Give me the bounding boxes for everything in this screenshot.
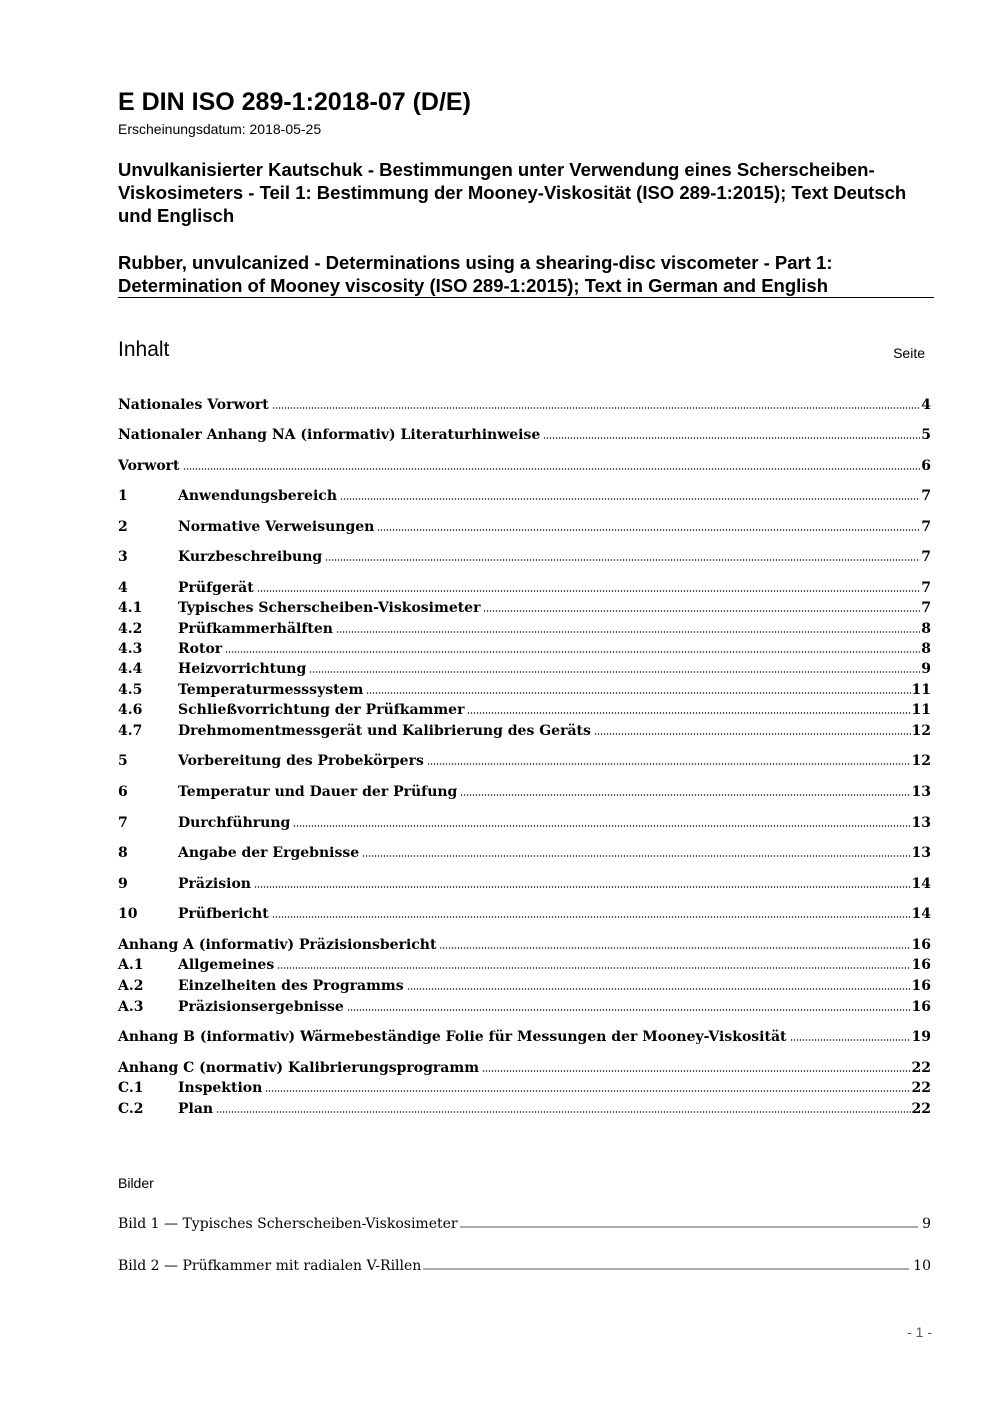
figure-entry[interactable] <box>118 1214 931 1234</box>
toc-heading: Inhalt <box>118 338 170 361</box>
toc-entry-page: 22 <box>911 1060 931 1076</box>
toc-entry-title: Drehmomentmessgerät und Kalibrierung des Geräts <box>178 723 591 739</box>
publication-date: Erscheinungsdatum: 2018-05-25 <box>118 121 322 137</box>
toc-dot-leader <box>483 609 920 613</box>
toc-entry-page: 7 <box>921 600 931 616</box>
toc-entry[interactable] <box>118 721 931 741</box>
title-german: Unvulkanisierter Kautschuk - Bestimmungen unter Verwendung eines Scherscheiben-Viskosimeters - Teil 1: Bestimmung der Mooney-Viskosität (ISO 289-1:2015); Text Deutsch und Englisch <box>118 159 907 226</box>
toc-entry-page: 12 <box>911 723 931 739</box>
toc-entry-number: 5 <box>118 753 128 769</box>
toc-entry-page: 11 <box>911 702 931 718</box>
toc-entry[interactable] <box>118 517 931 537</box>
toc-dot-leader <box>427 762 911 766</box>
toc-entry-title: Anhang C (normativ) Kalibrierungsprogramm <box>118 1060 480 1076</box>
title-divider <box>118 297 934 298</box>
figure-entry-page: 9 <box>922 1216 931 1232</box>
toc-dot-leader <box>293 824 910 828</box>
toc-dot-leader <box>336 630 920 634</box>
toc-entry[interactable] <box>118 955 931 975</box>
toc-entry-page: 16 <box>911 937 931 953</box>
toc-entry[interactable] <box>118 547 931 567</box>
toc-entry-number: 9 <box>118 876 128 892</box>
toc-entry-page: 8 <box>921 641 931 657</box>
toc-entry[interactable] <box>118 1099 931 1119</box>
toc-entry[interactable] <box>118 874 931 894</box>
toc-entry-title: Typisches Scherscheiben-Viskosimeter <box>178 600 481 616</box>
toc-entry[interactable] <box>118 997 931 1017</box>
figures-heading: Bilder <box>118 1175 154 1191</box>
toc-entry-title: Einzelheiten des Programms <box>178 978 404 994</box>
toc-entry-title: Rotor <box>178 641 223 657</box>
toc-entry[interactable] <box>118 395 931 415</box>
toc-entry-page: 22 <box>911 1080 931 1096</box>
toc-entry-number: 2 <box>118 519 128 535</box>
toc-entry-number: 6 <box>118 784 128 800</box>
toc-dot-leader <box>325 558 920 562</box>
toc-entry-number: 4.6 <box>118 702 143 718</box>
toc-entry-page: 13 <box>911 815 931 831</box>
toc-dot-leader <box>790 1038 911 1042</box>
toc-entry-number: A.2 <box>118 978 144 994</box>
toc-entry-title: Kurzbeschreibung <box>178 549 323 565</box>
toc-entry-title: Präzision <box>178 876 251 892</box>
toc-entry[interactable] <box>118 976 931 996</box>
toc-entry-page: 5 <box>921 427 931 443</box>
toc-entry-page: 14 <box>911 906 931 922</box>
toc-entry[interactable] <box>118 1058 931 1078</box>
toc-entry-number: C.2 <box>118 1101 144 1117</box>
document-id: E DIN ISO 289-1:2018-07 (D/E) <box>118 88 471 116</box>
toc-entry-page: 6 <box>921 458 931 474</box>
toc-entry-title: Durchführung <box>178 815 291 831</box>
figure-dot-leader <box>423 1267 909 1271</box>
toc-entry-number: 3 <box>118 549 128 565</box>
toc-entry-number: 4.7 <box>118 723 143 739</box>
toc-entry[interactable] <box>118 782 931 802</box>
toc-entry[interactable] <box>118 578 931 598</box>
toc-entry-title: Anhang A (informativ) Präzisionsbericht <box>118 937 437 953</box>
toc-entry-title: Anwendungsbereich <box>178 488 337 504</box>
toc-entry-title: Präzisionsergebnisse <box>178 999 344 1015</box>
figure-entry-title: Bild 1 — Typisches Scherscheiben-Viskosimeter <box>118 1216 458 1232</box>
toc-entry-title: Prüfkammerhälften <box>178 621 333 637</box>
toc-entry[interactable] <box>118 659 931 679</box>
toc-dot-leader <box>377 528 920 532</box>
toc-entry-page: 19 <box>911 1029 931 1045</box>
toc-dot-leader <box>467 711 910 715</box>
toc-entry-number: A.3 <box>118 999 144 1015</box>
toc-entry[interactable] <box>118 456 931 476</box>
toc-entry-title: Vorbereitung des Probekörpers <box>178 753 424 769</box>
toc-entry[interactable] <box>118 598 931 618</box>
toc-entry-page: 11 <box>911 682 931 698</box>
toc-entry-page: 7 <box>921 519 931 535</box>
toc-dot-leader <box>257 589 921 593</box>
figure-entry-title: Bild 2 — Prüfkammer mit radialen V-Rillen <box>118 1258 422 1274</box>
figure-entry[interactable] <box>118 1256 931 1276</box>
toc-entry[interactable] <box>118 639 931 659</box>
toc-dot-leader <box>254 885 911 889</box>
toc-entry-page: 13 <box>911 845 931 861</box>
toc-entry[interactable] <box>118 486 931 506</box>
toc-entry-page: 7 <box>921 580 931 596</box>
toc-entry-page: 12 <box>911 753 931 769</box>
toc-entry-number: 4.5 <box>118 682 143 698</box>
toc-entry-number: 8 <box>118 845 128 861</box>
toc-entry[interactable] <box>118 680 931 700</box>
toc-entry[interactable] <box>118 700 931 720</box>
toc-dot-leader <box>366 691 910 695</box>
toc-entry[interactable] <box>118 904 931 924</box>
toc-entry-number: 4.2 <box>118 621 143 637</box>
toc-dot-leader <box>272 406 921 410</box>
toc-page-column-label: Seite <box>893 345 925 361</box>
toc-entry-title: Plan <box>178 1101 214 1117</box>
toc-dot-leader <box>594 732 911 736</box>
toc-entry-title: Prüfgerät <box>178 580 254 596</box>
toc-entry-number: 1 <box>118 488 128 504</box>
toc-dot-leader <box>543 436 920 440</box>
toc-entry-title: Temperaturmesssystem <box>178 682 364 698</box>
toc-dot-leader <box>183 467 921 471</box>
toc-entry-page: 4 <box>921 397 931 413</box>
toc-dot-leader <box>347 1008 911 1012</box>
toc-dot-leader <box>362 854 910 858</box>
toc-entry-title: Temperatur und Dauer der Prüfung <box>178 784 458 800</box>
toc-dot-leader <box>482 1069 911 1073</box>
page-number: - 1 - <box>907 1324 932 1340</box>
toc-entry-page: 9 <box>921 661 931 677</box>
toc-entry-number: 4 <box>118 580 128 596</box>
toc-entry-title: Normative Verweisungen <box>178 519 375 535</box>
toc-entry[interactable] <box>118 751 931 771</box>
toc-entry-page: 13 <box>911 784 931 800</box>
toc-entry-page: 7 <box>921 549 931 565</box>
toc-entry[interactable] <box>118 1078 931 1098</box>
toc-dot-leader <box>216 1110 910 1114</box>
toc-entry[interactable] <box>118 619 931 639</box>
figure-dot-leader <box>460 1225 918 1229</box>
toc-entry-title: Vorwort <box>118 458 180 474</box>
toc-dot-leader <box>340 497 920 501</box>
toc-entry-number: A.1 <box>118 957 144 973</box>
toc-entry-number: C.1 <box>118 1080 144 1096</box>
toc-entry-number: 4.3 <box>118 641 143 657</box>
toc-entry-title: Nationaler Anhang NA (informativ) Literaturhinweise <box>118 427 541 443</box>
toc-dot-leader <box>439 946 910 950</box>
toc-entry-page: 8 <box>921 621 931 637</box>
toc-entry-number: 4.1 <box>118 600 143 616</box>
toc-dot-leader <box>277 966 910 970</box>
toc-dot-leader <box>225 650 920 654</box>
toc-entry-page: 16 <box>911 978 931 994</box>
toc-entry-title: Heizvorrichtung <box>178 661 307 677</box>
toc-entry-title: Nationales Vorwort <box>118 397 269 413</box>
figure-entry-page: 10 <box>913 1258 931 1274</box>
toc-entry-page: 7 <box>921 488 931 504</box>
toc-entry-title: Anhang B (informativ) Wärmebeständige Folie für Messungen der Mooney-Viskosität <box>118 1029 787 1045</box>
toc-entry-title: Prüfbericht <box>178 906 269 922</box>
toc-entry-title: Schließvorrichtung der Prüfkammer <box>178 702 465 718</box>
toc-entry-page: 22 <box>911 1101 931 1117</box>
toc-entry-title: Inspektion <box>178 1080 263 1096</box>
toc-entry[interactable] <box>118 1027 931 1047</box>
toc-dot-leader <box>272 915 911 919</box>
toc-entry[interactable] <box>118 425 931 445</box>
toc-dot-leader <box>265 1089 910 1093</box>
toc-entry-number: 10 <box>118 906 138 922</box>
toc-entry-page: 14 <box>911 876 931 892</box>
toc-entry-page: 16 <box>911 957 931 973</box>
toc-entry-number: 7 <box>118 815 128 831</box>
toc-dot-leader <box>309 670 920 674</box>
toc-entry[interactable] <box>118 843 931 863</box>
toc-dot-leader <box>460 793 910 797</box>
toc-entry-title: Allgemeines <box>178 957 275 973</box>
toc-entry[interactable] <box>118 935 931 955</box>
toc-entry-title: Angabe der Ergebnisse <box>178 845 360 861</box>
toc-entry[interactable] <box>118 813 931 833</box>
toc-entry-number: 4.4 <box>118 661 143 677</box>
toc-dot-leader <box>407 987 911 991</box>
toc-entry-page: 16 <box>911 999 931 1015</box>
title-english: Rubber, unvulcanized - Determinations using a shearing-disc viscometer - Part 1: Determination of Mooney viscosity (ISO 289-1:2015); Text in German and English <box>118 252 833 296</box>
